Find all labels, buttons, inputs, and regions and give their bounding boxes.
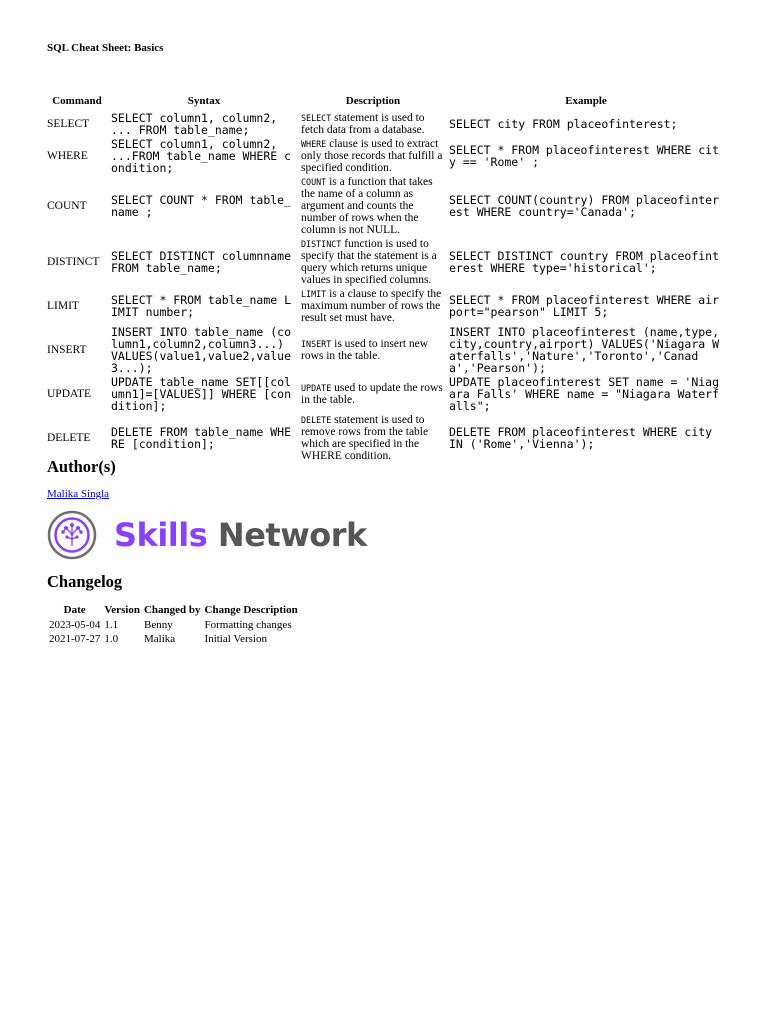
description-cell (299, 375, 447, 413)
sql-commands-table (45, 94, 725, 463)
description-cell (299, 111, 447, 137)
description-text: statement is used to fetch data from a database. (301, 112, 425, 136)
logo-word-skills: Skills (114, 516, 208, 554)
changelog-changed-by: Benny (143, 619, 173, 631)
syntax-cell: UPDATE table_name SET[[column1]=[VALUES]] WHERE [condition]; (111, 375, 292, 413)
logo-word-network: Network (217, 516, 367, 554)
changelog-header-version: Version (104, 604, 140, 616)
description-cell (299, 237, 447, 287)
description-text: used to update the rows in the table. (301, 382, 443, 406)
changelog-description: Formatting changes (204, 619, 292, 631)
changelog-header-changed-by: Changed by (143, 604, 201, 616)
table-header-row (45, 94, 725, 111)
changelog-header-date: Date (63, 604, 86, 616)
authors-heading: Author(s) (47, 457, 116, 476)
description-keyword: UPDATE (301, 383, 332, 393)
description-keyword: LIMIT (301, 289, 327, 299)
syntax-cell: SELECT DISTINCT columnname FROM table_name; (111, 249, 298, 275)
changelog-table (47, 604, 300, 646)
syntax-cell: INSERT INTO table_name (column1,column2,column3...) VALUES(value1,value2,value3...); (111, 325, 292, 375)
example-cell: SELECT COUNT(country) FROM placeofinterest WHERE country='Canada'; (449, 193, 720, 219)
description-keyword: SELECT (301, 113, 332, 123)
example-cell: SELECT DISTINCT country FROM placeofinterest WHERE type='historical'; (449, 249, 720, 275)
description-keyword: WHERE (301, 139, 327, 149)
example-cell: UPDATE placeofinterest SET name = 'Niagara Falls' WHERE name = "Niagara Waterfalls"; (449, 375, 720, 413)
command-cell: WHERE (47, 150, 88, 162)
description-text: is a function that takes the name of a column as argument and counts the number of rows when the column is not NULL. (301, 176, 433, 236)
example-cell: SELECT * FROM placeofinterest WHERE airport="pearson" LIMIT 5; (449, 293, 720, 319)
command-cell: DISTINCT (47, 256, 100, 268)
syntax-cell: SELECT column1, column2, ...FROM table_name WHERE condition; (111, 137, 292, 175)
header-command: Command (52, 95, 102, 107)
description-cell (299, 137, 447, 175)
tree-network-icon (47, 510, 97, 560)
example-cell: SELECT * FROM placeofinterest WHERE city == 'Rome' ; (449, 143, 720, 169)
command-cell: COUNT (47, 200, 87, 212)
description-cell (299, 175, 447, 237)
page-title: SQL Cheat Sheet: Basics (47, 42, 164, 54)
description-cell (299, 413, 447, 463)
command-cell: LIMIT (47, 300, 79, 312)
description-cell (299, 325, 447, 375)
syntax-cell: SELECT column1, column2, ... FROM table_name; (111, 111, 285, 137)
example-cell: DELETE FROM placeofinterest WHERE city IN ('Rome','Vienna'); (449, 425, 720, 451)
description-keyword: DISTINCT (301, 239, 342, 249)
table-row (45, 375, 725, 413)
table-row (45, 287, 725, 325)
changelog-version: 1.1 (104, 619, 119, 631)
syntax-cell: DELETE FROM table_name WHERE [condition]; (111, 425, 292, 451)
description-text: statement is used to remove rows from the table which are specified in the WHERE condition. (301, 414, 429, 462)
description-text: is used to insert new rows in the table. (301, 338, 429, 362)
command-cell: INSERT (47, 344, 87, 356)
changelog-row (47, 632, 300, 646)
changelog-description: Initial Version (204, 633, 267, 645)
changelog-version: 1.0 (104, 633, 119, 645)
example-cell: INSERT INTO placeofinterest (name,type,city,country,airport) VALUES('Niagara Waterfalls','Nature','Toronto','Canada','Pearson'); (449, 325, 720, 375)
table-row (45, 237, 725, 287)
syntax-cell: SELECT * FROM table_name LIMIT number; (111, 293, 292, 319)
header-example: Example (565, 95, 607, 107)
table-row (45, 413, 725, 463)
table-row (45, 175, 725, 237)
header-syntax: Syntax (187, 95, 221, 107)
description-keyword: INSERT (301, 339, 332, 349)
changelog-changed-by: Malika (143, 633, 176, 645)
description-text: function is used to specify that the statement is a query which returns unique values in specified columns. (301, 238, 437, 286)
changelog-header-row (47, 604, 300, 618)
command-cell: SELECT (47, 118, 90, 130)
skills-network-logo (47, 510, 367, 560)
description-text: is a clause to specify the maximum number of rows the result set must have. (301, 288, 442, 324)
table-row (45, 111, 725, 137)
syntax-cell: SELECT COUNT * FROM table_name ; (111, 193, 292, 219)
description-keyword: COUNT (301, 177, 327, 187)
header-description: Description (345, 95, 401, 107)
logo-wordmark (114, 516, 367, 554)
description-keyword: DELETE (301, 415, 332, 425)
command-cell: DELETE (47, 432, 91, 444)
changelog-date: 2021-07-27 (49, 633, 101, 645)
changelog-header-description: Change Description (204, 604, 298, 616)
command-cell: UPDATE (47, 388, 92, 400)
changelog-row (47, 618, 300, 632)
table-row (45, 325, 725, 375)
example-cell: SELECT city FROM placeofinterest; (449, 117, 678, 131)
description-text: clause is used to extract only those records that fulfill a specified condition. (301, 138, 443, 174)
table-row (45, 137, 725, 175)
changelog-date: 2023-05-04 (49, 619, 101, 631)
description-cell (299, 287, 447, 325)
changelog-heading: Changelog (47, 572, 123, 591)
author-link[interactable]: Malika Singla (47, 488, 110, 500)
